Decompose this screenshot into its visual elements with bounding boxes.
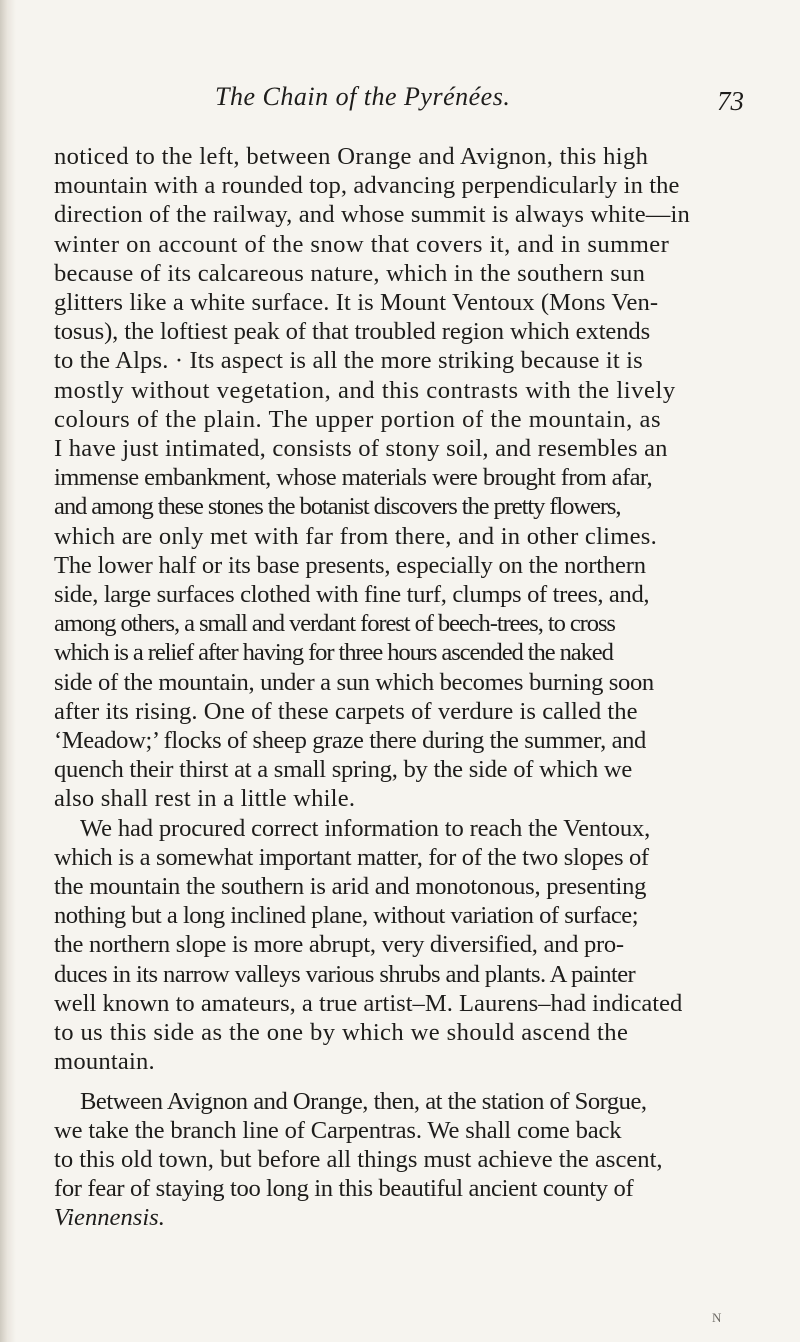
text-line: immense embankment, whose materials were brought from afar,	[54, 464, 653, 491]
text-line: side of the mountain, under a sun which becomes burning soon	[54, 669, 654, 696]
text-line: colours of the plain. The upper portion of the mountain, as	[54, 406, 662, 433]
text-line: which are only met with far from there, and in other climes.	[54, 523, 658, 550]
text-line: after its rising. One of these carpets of verdure is called the	[54, 698, 638, 725]
text-line: nothing but a long inclined plane, without variation of surface;	[54, 902, 639, 929]
text-line: for fear of staying too long in this beautiful ancient county of	[54, 1175, 634, 1202]
text-line: which is a relief after having for three hours ascended the naked	[54, 639, 613, 666]
printer-mark: N	[712, 1310, 722, 1325]
text-line: side, large surfaces clothed with fine turf, clumps of trees, and,	[54, 581, 650, 608]
text-line: to us this side as the one by which we should ascend the	[54, 1019, 629, 1046]
text-line: I have just intimated, consists of stony soil, and resembles an	[54, 435, 668, 462]
text-line: mostly without vegetation, and this contrasts with the lively	[54, 377, 676, 404]
text-line: we take the branch line of Carpentras. We shall come back	[54, 1117, 622, 1144]
text-line: glitters like a white surface. It is Mount Ventoux (Mons Ven-	[54, 289, 659, 316]
text-line: tosus), the loftiest peak of that troubled region which extends	[54, 318, 651, 345]
text-line: ‘Meadow;’ flocks of sheep graze there during the summer, and	[54, 727, 646, 754]
text-line: Viennensis.	[54, 1204, 165, 1231]
text-line: mountain.	[54, 1048, 155, 1075]
page-number: 73	[717, 86, 744, 116]
text-line: to the Alps. · Its aspect is all the more striking because it is	[54, 347, 643, 374]
text-line: noticed to the left, between Orange and Avignon, this high	[54, 143, 649, 170]
text-line: quench their thirst at a small spring, by the side of which we	[54, 756, 633, 783]
text-line: the mountain the southern is arid and monotonous, presenting	[54, 873, 647, 900]
page-gutter-shadow	[0, 0, 16, 1342]
text-line: and among these stones the botanist discovers the pretty flowers,	[54, 493, 621, 520]
text-line: Between Avignon and Orange, then, at the station of Sorgue,	[80, 1088, 647, 1115]
text-line: The lower half or its base presents, especially on the northern	[54, 552, 646, 579]
text-line: which is a somewhat important matter, for of the two slopes of	[54, 844, 649, 871]
running-head: The Chain of the Pyrénées.	[215, 82, 511, 111]
text-line: well known to amateurs, a true artist–M. Laurens–had indicated	[54, 990, 683, 1017]
text-line: direction of the railway, and whose summit is always white—in	[54, 201, 690, 228]
text-line: winter on account of the snow that covers it, and in summer	[54, 231, 670, 258]
text-line: also shall rest in a little while.	[54, 785, 356, 812]
text-line: mountain with a rounded top, advancing perpendicularly in the	[54, 172, 680, 199]
text-line: duces in its narrow valleys various shrubs and plants. A painter	[54, 961, 636, 988]
text-line: to this old town, but before all things must achieve the ascent,	[54, 1146, 663, 1173]
text-line: We had procured correct information to reach the Ventoux,	[80, 815, 651, 842]
text-line: because of its calcareous nature, which in the southern sun	[54, 260, 646, 287]
text-line: the northern slope is more abrupt, very diversified, and pro-	[54, 931, 624, 958]
text-line: among others, a small and verdant forest of beech-trees, to cross	[54, 610, 615, 637]
